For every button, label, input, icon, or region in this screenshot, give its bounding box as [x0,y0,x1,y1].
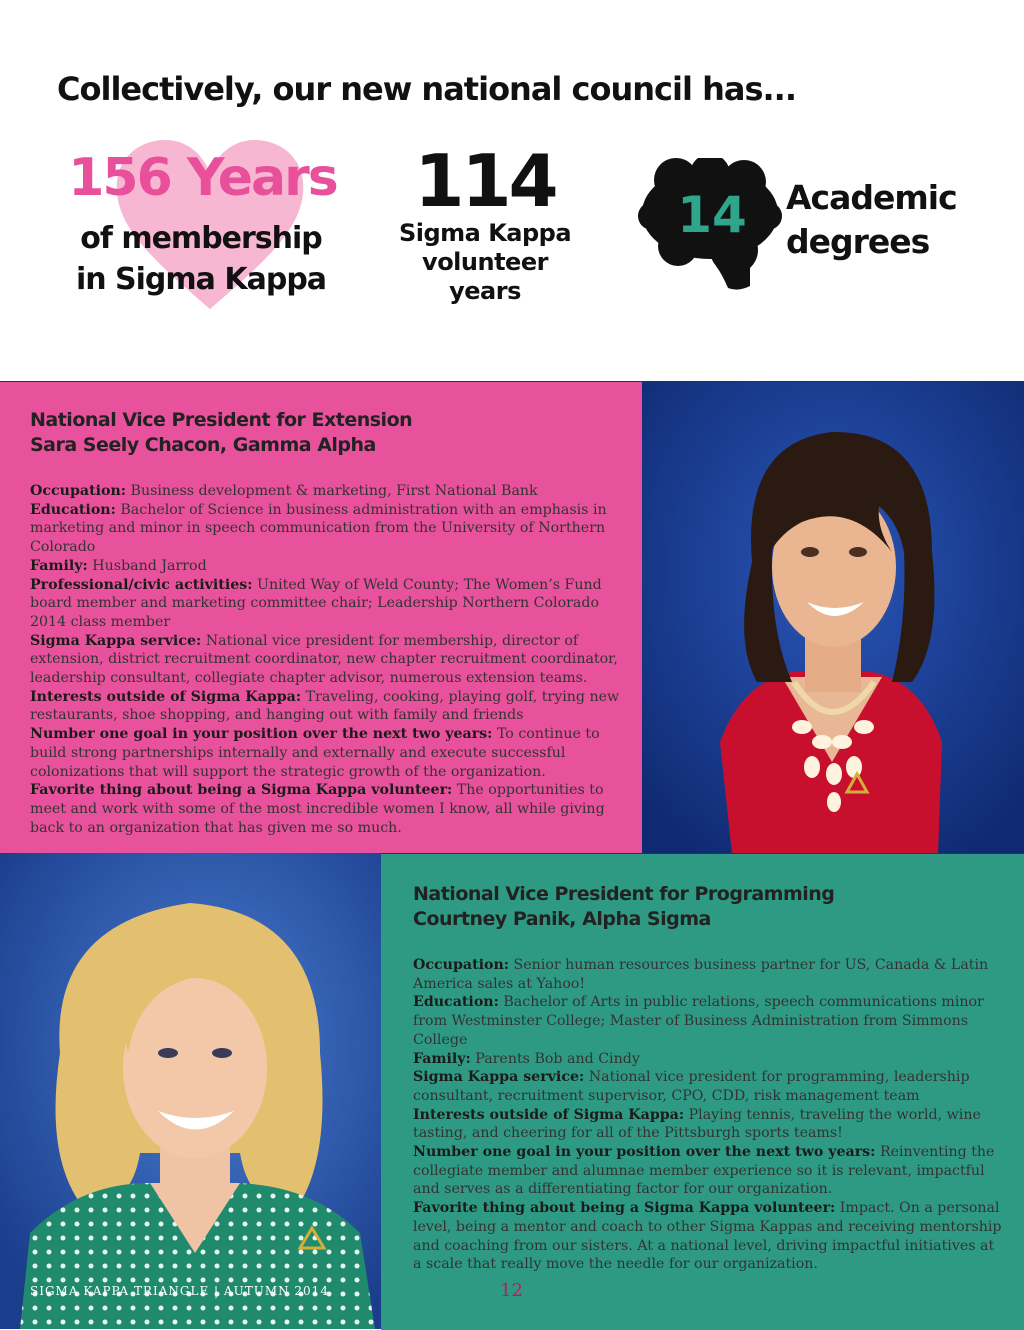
stat-membership-years [55,130,350,315]
detail-item: Professional/civic activities: United Way of Weld County; The Women’s Fund board member and marketing committee chair; Leadership Northern Colorado 2014 class member [30,576,602,630]
footer-publication: SIGMA KAPPA TRIANGLE | AUTUMN 2014 [30,1284,329,1298]
stat-value: 114 [414,139,556,223]
detail-item: Occupation: Business development & marketing, First National Bank [30,483,538,499]
portrait-photo-extension [642,381,1024,854]
detail-item: Occupation: Senior human resources business partner for US, Canada & Latin America sales at Yahoo! [413,957,989,992]
page-number: 12 [500,1280,523,1301]
detail-item: Interests outside of Sigma Kappa: Traveling, cooking, playing golf, trying new restaurants, shoe shopping, and hanging out with family and friends [30,688,620,724]
profile-title: National Vice President for Extension Sara Seely Chacon, Gamma Alpha [30,409,413,456]
detail-item: Family: Husband Jarrod [30,557,207,574]
detail-item: Sigma Kappa service: National vice president for programming, leadership consultant, recruitment supervisor, CPO, CDD, risk management team [413,1069,970,1104]
detail-item: Favorite thing about being a Sigma Kappa volunteer: The opportunities to meet and work with some of the most incredible women I know, all while giving back to an organization that has given me so much. [30,782,605,836]
detail-item: Education: Bachelor of Science in business administration with an emphasis in marketing and minor in speech communication from the University of Northern Colorado [30,501,607,556]
stat-caption: Academic degrees [786,178,957,261]
stat-academic-degrees [638,158,968,293]
detail-item: Family: Parents Bob and Cindy [413,1050,640,1067]
portrait-photo-programming [0,853,381,1329]
stat-caption: of membership in Sigma Kappa [75,221,327,297]
detail-item: Sigma Kappa service: National vice president for membership, director of extension, district recruitment coordinator, new chapter recruitment coordinator, leadership consultant, collegiate chapter advisor, numerous extension teams. [30,632,618,687]
profile-details [413,956,1003,1274]
stat-volunteer-years [390,139,580,306]
stat-value: 156 Years [68,148,337,208]
profile-programming-bio [413,882,1003,1274]
stat-value: 14 [677,186,747,244]
detail-item: Number one goal in your position over the next two years: To continue to build strong partnerships internally and externally and execute successful colonizations that will support the strategic growth of the organization. [30,726,600,780]
page-heading: Collectively, our new national council has... [57,70,796,108]
profile-extension-bio [30,408,620,837]
detail-item: Number one goal in your position over the next two years: Reinventing the collegiate member and alumnae member experience so it is relevant, impactful and serves as a differentiating factor for our organization. [413,1144,995,1198]
profile-programming-panel [381,853,1024,1330]
profile-extension-panel [0,381,642,854]
profile-details [30,482,620,837]
detail-item: Favorite thing about being a Sigma Kappa volunteer: Impact. On a personal level, being a mentor and coach to other Sigma Kappas and receiving mentorship and coaching from our sisters. At a national level, driving impactful initiatives at a scale that really move the needle for our organization. [413,1200,1002,1273]
stat-caption: Sigma Kappa volunteer years [398,219,572,305]
profile-title: National Vice President for Programming Courtney Panik, Alpha Sigma [413,883,835,930]
detail-item: Education: Bachelor of Arts in public relations, speech communications minor from Westminster College; Master of Business Administration from Simmons College [413,994,984,1048]
detail-item: Interests outside of Sigma Kappa: Playing tennis, traveling the world, wine tasting, and cheering for all of the Pittsburgh sports teams! [413,1106,981,1142]
